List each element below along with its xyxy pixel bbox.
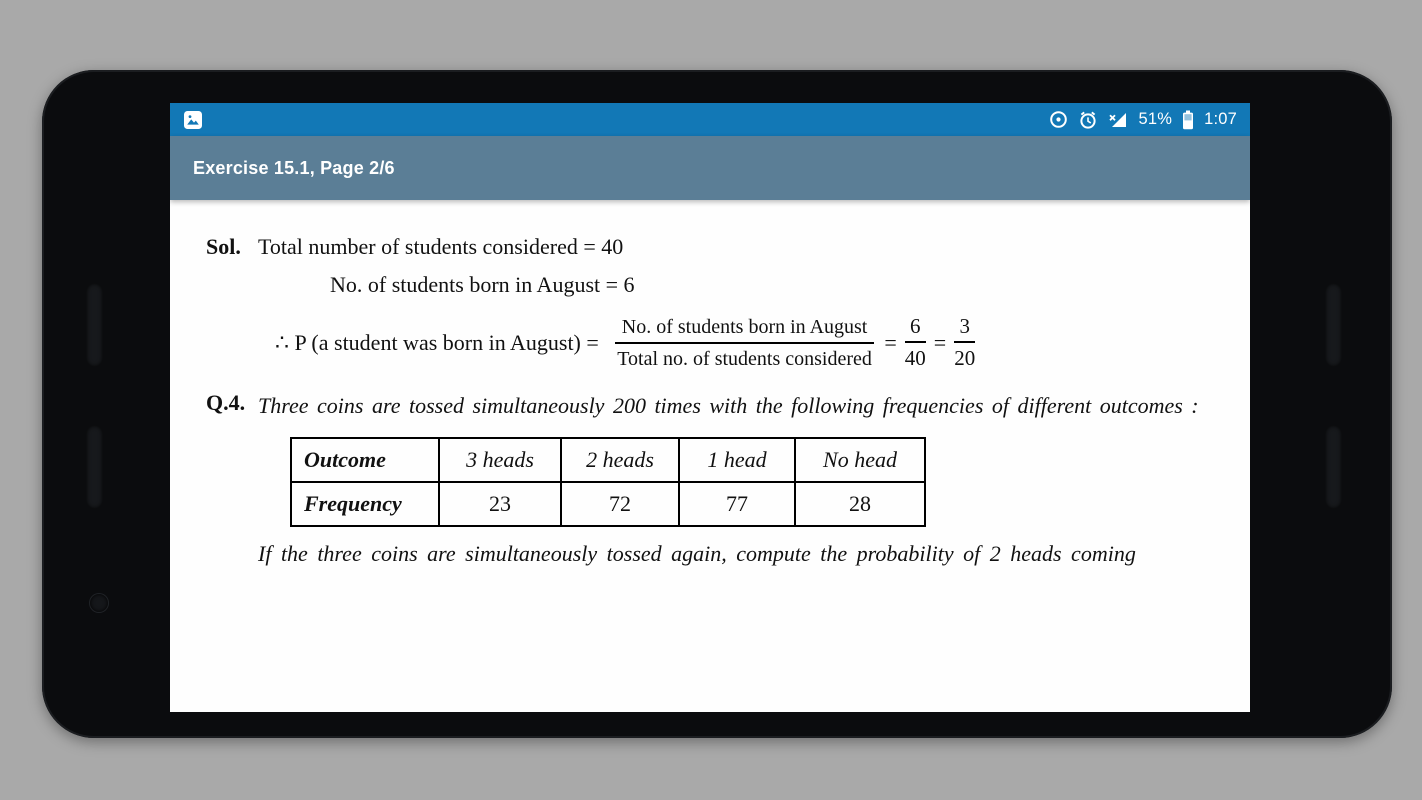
no-signal-icon	[1108, 110, 1128, 129]
fraction-denominator: 20	[954, 346, 976, 371]
status-bar	[170, 103, 1250, 136]
speaker-grille	[86, 425, 103, 509]
fraction-3-20	[954, 314, 975, 371]
table-cell: Outcome	[291, 438, 439, 482]
sol-text-1: Total number of students considered = 40	[258, 234, 624, 259]
table-cell: 23	[439, 482, 561, 526]
table-cell: 77	[679, 482, 795, 526]
question-continuation-text: If the three coins are simultaneously tossed again, compute the probability of 2 heads coming	[258, 541, 1136, 567]
equals-sign: =	[884, 329, 897, 355]
fraction-numerator: No. of students born in August	[615, 315, 875, 344]
table-row	[291, 438, 925, 482]
question-label: Q.4.	[206, 390, 246, 416]
speaker-grille	[1325, 283, 1342, 367]
app-toolbar	[170, 136, 1250, 200]
battery-icon	[1182, 110, 1194, 130]
gallery-icon	[183, 110, 203, 130]
battery-percent: 51%	[1138, 110, 1173, 128]
question-4	[206, 389, 1208, 423]
phone-screen	[170, 103, 1250, 712]
frequency-table	[290, 437, 926, 527]
fraction-denominator: 40	[904, 346, 926, 371]
equals-sign: =	[933, 329, 947, 355]
fraction-6-40	[905, 314, 926, 371]
probability-prefix: ∴ P (a student was born in August) =	[275, 329, 599, 355]
table-cell: 72	[561, 482, 679, 526]
camera-dot	[90, 594, 108, 612]
table-cell: No head	[795, 438, 925, 482]
clock-text: 1:07	[1204, 110, 1237, 128]
page-title: Exercise 15.1, Page 2/6	[193, 157, 395, 178]
document-viewer[interactable]	[170, 200, 1250, 712]
fraction-numerator: 3	[954, 314, 975, 343]
phone-frame	[42, 70, 1392, 738]
table-cell: 1 head	[679, 438, 795, 482]
table-cell: 2 heads	[561, 438, 679, 482]
solution-line-2: No. of students born in August = 6	[330, 272, 635, 297]
table-row	[291, 482, 925, 526]
speaker-grille	[86, 283, 103, 367]
speaker-grille	[1325, 425, 1342, 509]
fraction-denominator: Total no. of students considered	[617, 347, 872, 370]
fraction-words	[615, 315, 875, 371]
data-saver-icon	[1049, 110, 1068, 129]
probability-equation	[275, 314, 1208, 371]
table-cell: 28	[795, 482, 925, 526]
table-cell: Frequency	[291, 482, 439, 526]
sol-label: Sol.	[206, 234, 241, 259]
question-text: Three coins are tossed simultaneously 200 times with the following frequencies of different outcomes :	[258, 393, 1199, 419]
alarm-clock-icon	[1078, 110, 1098, 130]
fraction-numerator: 6	[905, 314, 926, 343]
solution-line-1	[206, 234, 1208, 260]
table-cell: 3 heads	[439, 438, 561, 482]
